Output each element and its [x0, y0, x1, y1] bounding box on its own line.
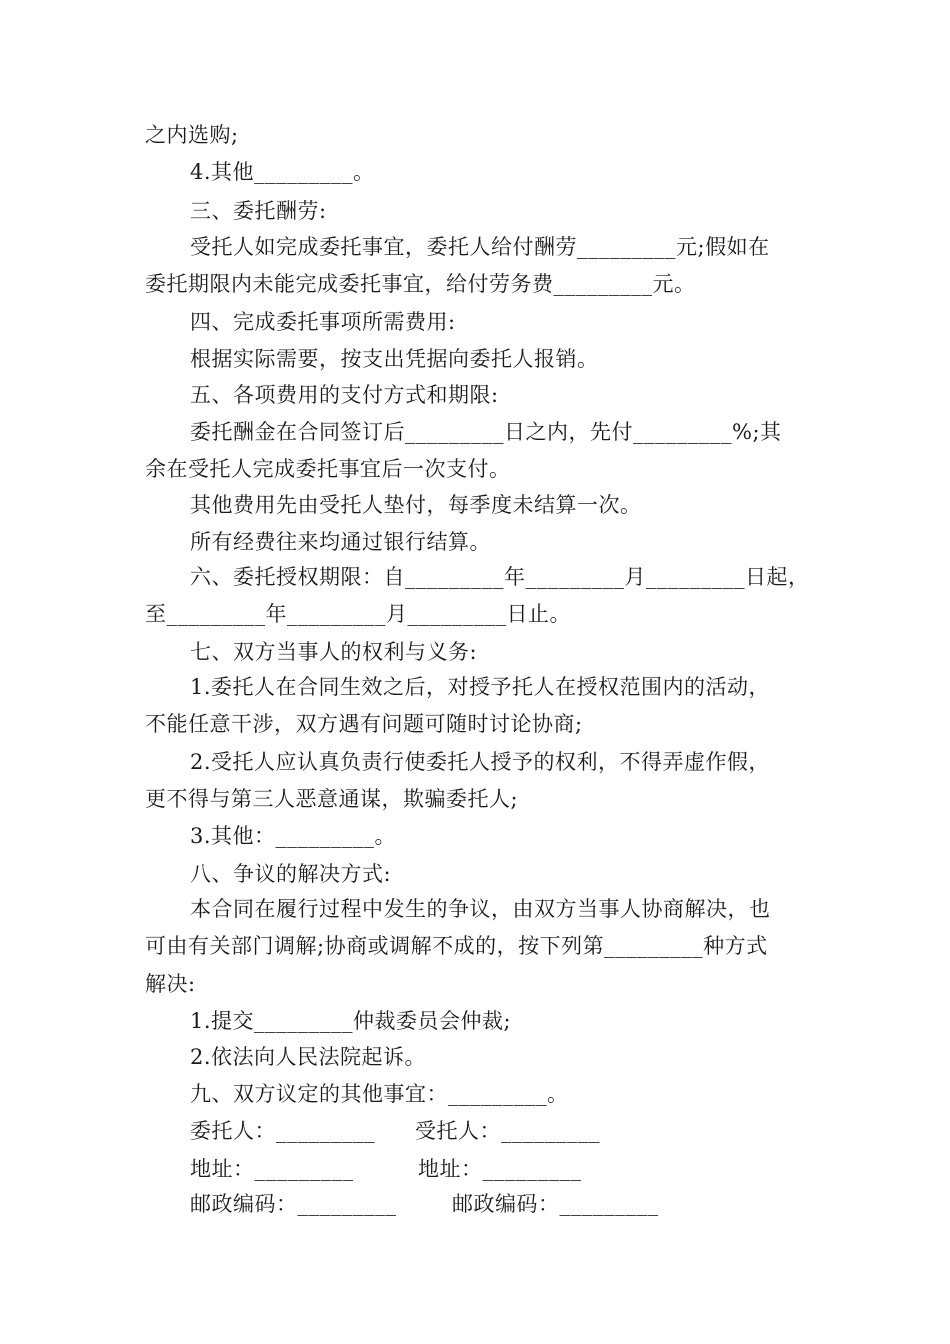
text-line: 委托酬金在合同签订后_________日之内，先付_________%;其: [190, 420, 782, 444]
text-line: 受托人如完成委托事宜，委托人给付酬劳_________元;假如在: [190, 235, 770, 259]
text-line: 本合同在履行过程中发生的争议，由双方当事人协商解决，也: [190, 897, 771, 921]
section-heading: 七、双方当事人的权利与义务:: [190, 640, 478, 664]
text-line: 之内选购;: [145, 123, 239, 147]
section-heading: 四、完成委托事项所需费用:: [190, 310, 456, 334]
agent-signature: 受托人：_________: [415, 1119, 600, 1143]
principal-address: 地址：_________: [190, 1157, 354, 1181]
text-line: 更不得与第三人恶意通谋，欺骗委托人;: [145, 787, 519, 811]
text-line: 根据实际需要，按支出凭据向委托人报销。: [190, 347, 599, 371]
text-line: 其他费用先由受托人垫付，每季度未结算一次。: [190, 493, 642, 517]
principal-signature: 委托人：_________: [190, 1119, 375, 1143]
agent-address: 地址：_________: [418, 1157, 582, 1181]
text-line: 4.其他_________。: [190, 160, 375, 184]
text-line: 所有经费往来均通过银行结算。: [190, 530, 491, 554]
text-line: 可由有关部门调解;协商或调解不成的，按下列第_________种方式: [145, 934, 768, 958]
section-heading: 三、委托酬劳:: [190, 199, 327, 223]
text-line: 至_________年_________月_________日止。: [145, 602, 571, 626]
section-heading: 九、双方议定的其他事宜：_________。: [190, 1082, 569, 1106]
agent-postcode: 邮政编码：_________: [452, 1192, 659, 1216]
section-heading: 六、委托授权期限：自_________年_________月_________日起，: [190, 565, 810, 589]
text-line: 不能任意干涉，双方遇有问题可随时讨论协商;: [145, 712, 583, 736]
text-line: 解决:: [145, 972, 196, 996]
text-line: 2.依法向人民法院起诉。: [190, 1045, 427, 1069]
text-line: 3.其他：_________。: [190, 824, 397, 848]
section-heading: 八、争议的解决方式:: [190, 862, 392, 886]
principal-postcode: 邮政编码：_________: [190, 1192, 397, 1216]
text-line: 委托期限内未能完成委托事宜，给付劳务费_________元。: [145, 272, 696, 296]
text-line: 2.受托人应认真负责行使委托人授予的权利，不得弄虚作假，: [190, 750, 771, 774]
section-heading: 五、各项费用的支付方式和期限:: [190, 383, 499, 407]
text-line: 余在受托人完成委托事宜后一次支付。: [145, 457, 511, 481]
text-line: 1.提交_________仲裁委员会仲裁;: [190, 1009, 512, 1033]
text-line: 1.委托人在合同生效之后，对授予托人在授权范围内的活动，: [190, 675, 771, 699]
